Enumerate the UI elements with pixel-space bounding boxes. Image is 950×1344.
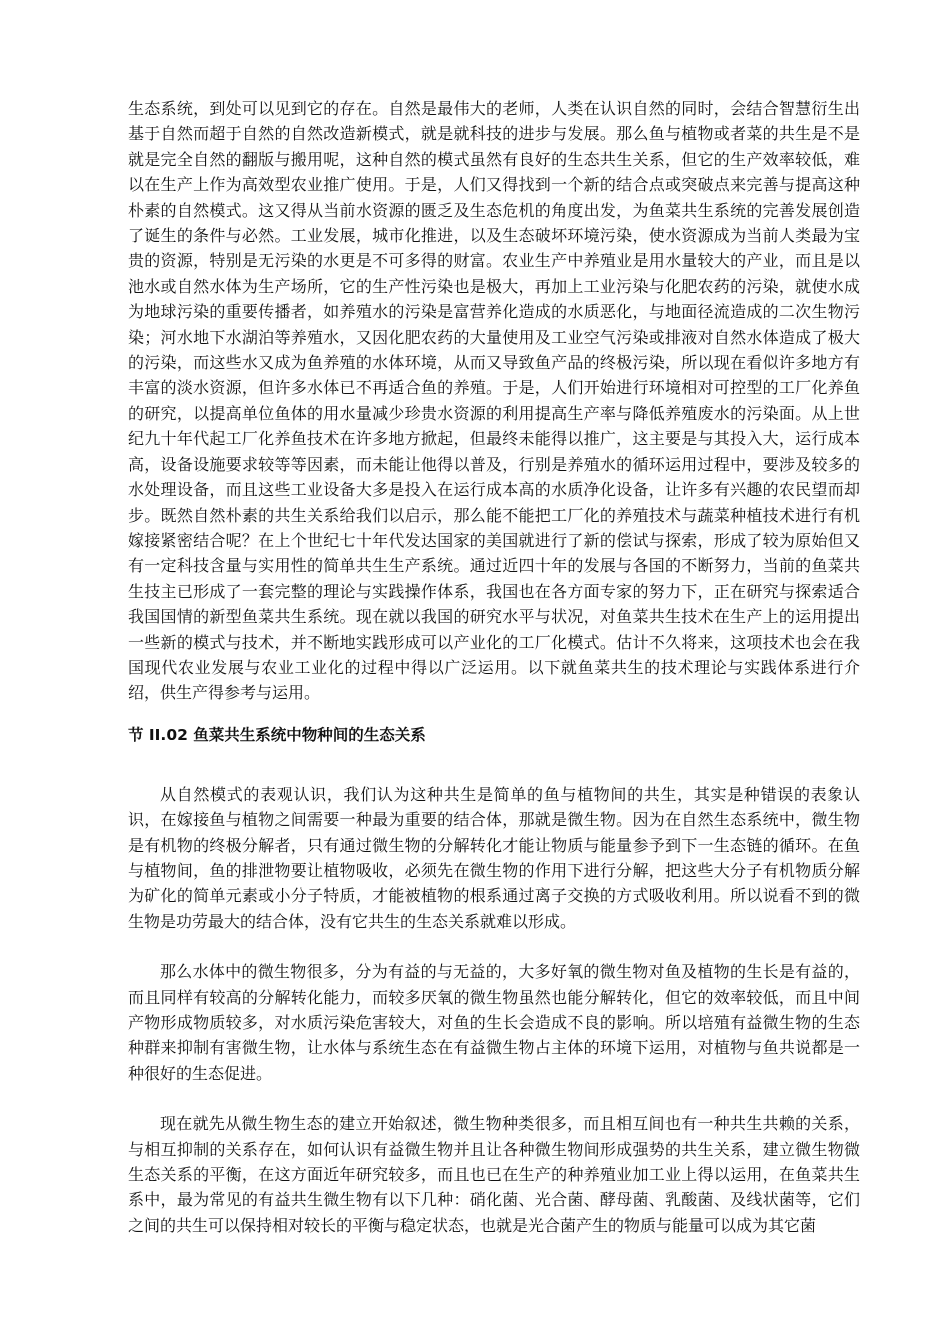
body-paragraph-2: 那么水体中的微生物很多，分为有益的与无益的，大多好氧的微生物对鱼及植物的生长是有益的，而且同样有较高的分解转化能力，而较多厌氧的微生物虽然也能分解转化，但它的效率较低，而且中间产物形成物质较多，对水质污染危害较大，对鱼的生长会造成不良的影响。所以培殖有益微生物的生态种群来抑制有害微生物，让水体与系统生态在有益微生物占主体的环境下运用，对植物与鱼共说都是一种很好的生态促进。 bbox=[128, 962, 860, 1083]
intro-paragraph: 生态系统，到处可以见到它的存在。自然是最伟大的老师，人类在认识自然的同时，会结合智慧衍生出基于自然而超于自然的自然改造新模式，就是就科技的进步与发展。那么鱼与植物或者菜的共生是不是就是完全自然的翻版与搬用呢，这种自然的模式虽然有良好的生态共生关系，但它的生产效率较低，难以在生产上作为高效型农业推广使用。于是，人们又得找到一个新的结合点或突破点来完善与提高这种朴素的自然模式。这又得从当前水资源的匮乏及生态危机的角度出发，为鱼菜共生系统的完善发展创造了诞生的条件与必然。工业发展，城市化推进，以及生态破坏环境污染，使水资源成为当前人类最为宝贵的资源，特别是无污染的水更是不可多得的财富。农业生产中养殖业是用水量较大的产业，而且是以池水或自然水体为生产场所，它的生产性污染也是极大，再加上工业污染与化肥农药的污染，就使水成为地球污染的重要传播者，如养殖水的污染是富营养化造成的水质恶化，与地面径流造成的二次生物污染；河水地下水湖泊等养殖水，又因化肥农药的大量使用及工业空气污染或排液对自然水体造成了极大的污染，而这些水又成为鱼养殖的水体环境，从而又导致鱼产品的终极污染，所以现在看似许多地方有丰富的淡水资源，但许多水体已不再适合鱼的养殖。于是，人们开始进行环境相对可控型的工厂化养鱼的研究，以提高单位鱼体的用水量减少珍贵水资源的利用提高生产率与降低养殖废水的污染面。从上世纪九十年代起工厂化养鱼技术在许多地方掀起，但最终未能得以推广，这主要是与其投入大，运行成本高，设备设施要求较等等因素，而未能让他得以普及，行别是养殖水的循环运用过程中，要涉及较多的水处理设备，而且这些工业设备大多是投入在运行成本高的水质净化设备，让许多有兴趣的农民望而却步。既然自然朴素的共生关系给我们以启示，那么能不能把工厂化的养殖技术与蔬菜种植技术进行有机嫁接紧密结合呢？在上个世纪七十年代发达国家的美国就进行了新的偿试与探索，形成了较为原始但又有一定科技含量与实用性的简单共生生产系统。通过近四十年的发展与各国的不断努力，当前的鱼菜共生技主已形成了一套完整的理论与实践操作体系，我国也在各方面专家的努力下，正在研究与探索适合我国国情的新型鱼菜共生系统。现在就以我国的研究水平与状况，对鱼菜共生技术在生产上的运用提出一些新的模式与技术，并不断地实践形成可以产业化的工厂化模式。估计不久将来，这项技术也会在我国现代农业发展与农业工业化的过程中得以广泛运用。以下就鱼菜共生的技术理论与实践体系进行介绍，供生产得参考与运用。 bbox=[128, 99, 860, 703]
body-paragraph-1: 从自然模式的表观认识，我们认为这种共生是简单的鱼与植物间的共生，其实是种错误的表象认识，在嫁接鱼与植物之间需要一种最为重要的结合体，那就是微生物。因为在自然生态系统中，微生物是有机物的终极分解者，只有通过微生物的分解转化才能让物质与能量参予到下一生态链的循环。在鱼与植物间，鱼的排泄物要让植物吸收，必须先在微生物的作用下进行分解，把这些大分子有机物质分解为矿化的简单元素或小分子特质，才能被植物的根系通过离子交换的方式吸收利用。所以说看不到的微生物是功劳最大的结合体，没有它共生的生态关系就难以形成。 bbox=[128, 784, 860, 931]
document-page bbox=[128, 96, 860, 1238]
body-paragraph-3: 现在就先从微生物生态的建立开始叙述，微生物种类很多，而且相互间也有一种共生共赖的关系，与相互抑制的关系存在，如何认识有益微生物并且让各种微生物间形成强势的共生关系，建立微生物微生态关系的平衡，在这方面近年研究较多，而且也已在生产的种养殖业加工业上得以运用，在鱼菜共生系中，最为常见的有益共生微生物有以下几种：硝化菌、光合菌、酵母菌、乳酸菌、及线状菌等，它们之间的共生可以保持相对较长的平衡与稳定状态，也就是光合菌产生的物质与能量可以成为其它菌 bbox=[128, 1114, 860, 1235]
section-heading: 节 II.02 鱼菜共生系统中物种间的生态关系 bbox=[128, 725, 426, 744]
